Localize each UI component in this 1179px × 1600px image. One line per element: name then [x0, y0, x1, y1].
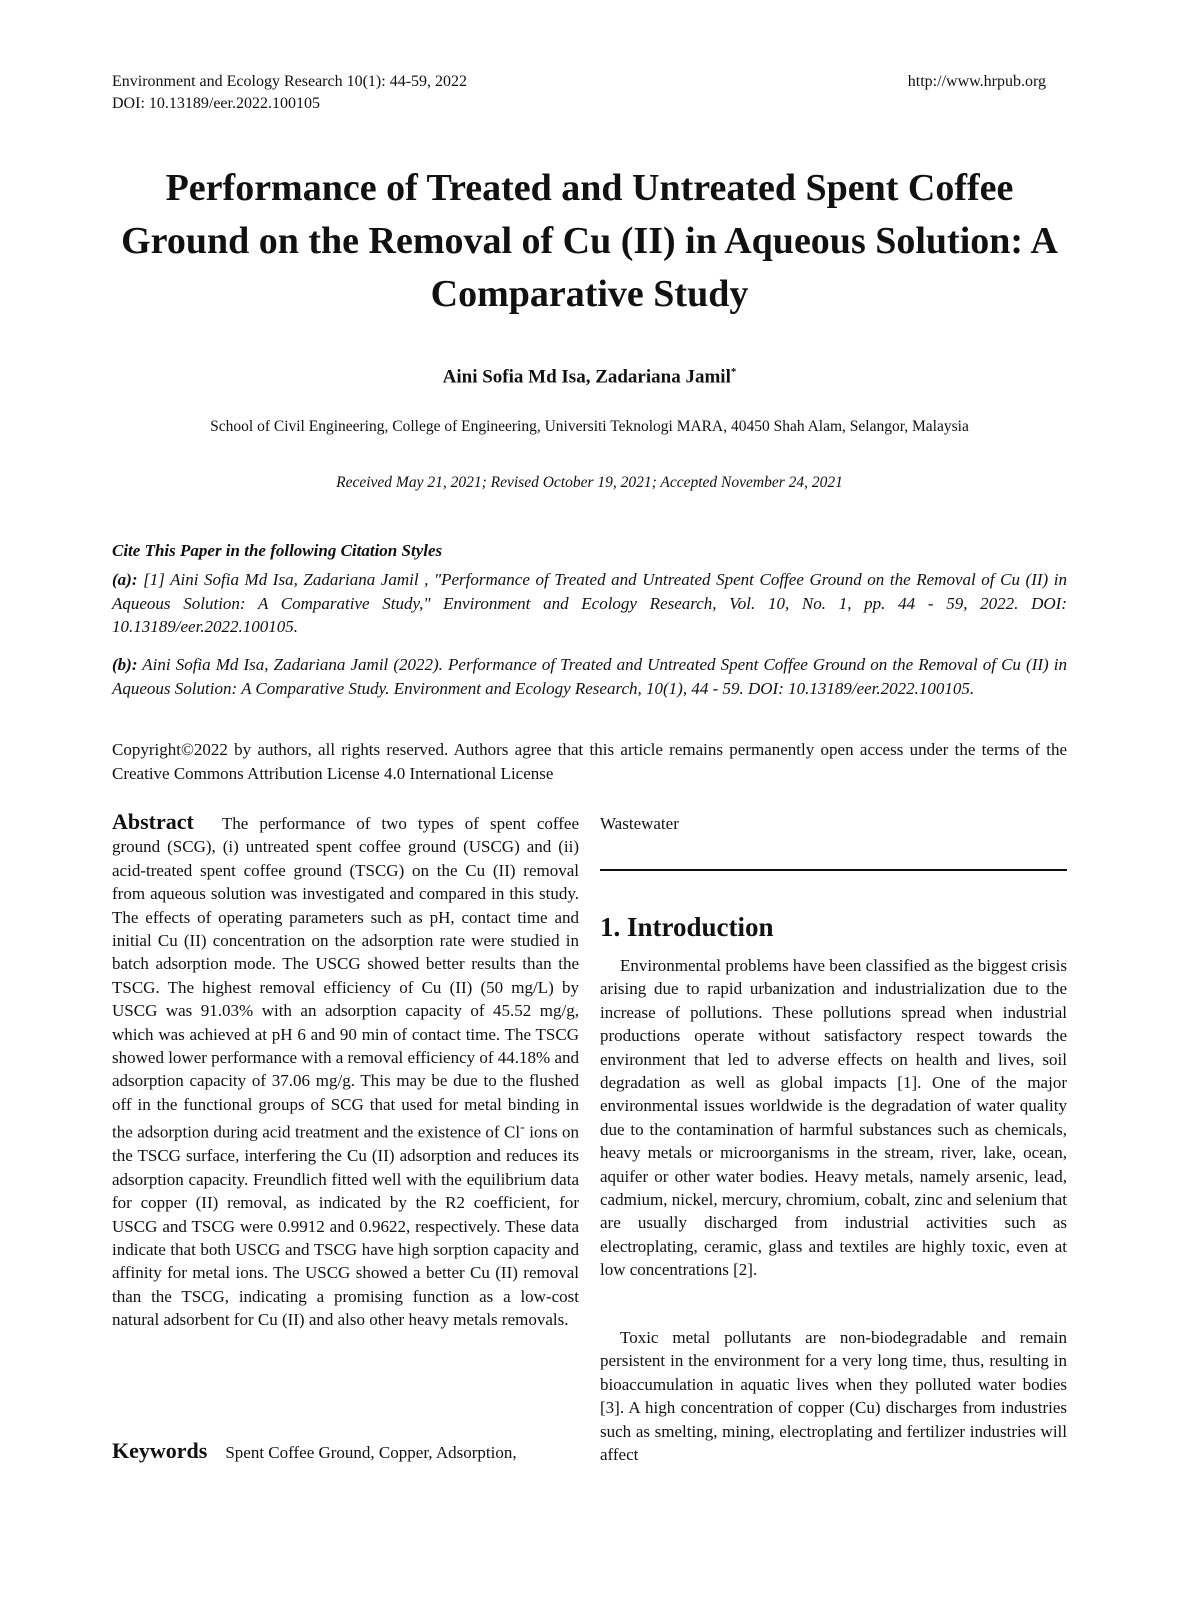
introduction-paragraph-2: Toxic metal pollutants are non-biodegradable and remain persistent in the environment for a very long time, thus, resulting in bioaccumulation in aquatic lives when they polluted water bodies [3]. A high concentration of copper (Cu) discharges from industries such as smelting, mining, electroplating and fertilizer industries will affect	[600, 1328, 1067, 1465]
running-header-left	[112, 71, 467, 115]
abstract-heading: Abstract	[112, 809, 194, 834]
abstract	[112, 810, 579, 1332]
journal-url[interactable]: http://www.hrpub.org	[907, 73, 1046, 90]
chloride-superscript: -	[520, 1119, 525, 1136]
citation-b-text: Aini Sofia Md Isa, Zadariana Jamil (2022). Performance of Treated and Untreated Spent Coffee Ground on the Removal of Cu (II) in Aqueous Solution: A Comparative Study. Environment and Ecology Research, 10(1), 44 - 59. DOI: 10.13189/eer.2022.100105.	[112, 655, 1067, 698]
keywords-continued: Wastewater	[600, 814, 679, 833]
keywords-text: Spent Coffee Ground, Copper, Adsorption,	[225, 1443, 517, 1462]
abstract-text: The performance of two types of spent coffee ground (SCG), (i) untreated spent coffee ground (USCG) and (ii) acid-treated spent coffee ground (TSCG) on the Cu (II) removal from aqueous solution was investigated and compared in this study. The effects of operating parameters such as pH, contact time and initial Cu (II) concentration on the adsorption rate were studied in batch adsorption mode. The USCG showed better results than the TSCG. The highest removal efficiency of Cu (II) (50 mg/L) by USCG was 91.03% with an adsorption capacity of 45.52 mg/g, which was achieved at pH 6 and 90 min of contact time. The TSCG showed lower performance with a removal efficiency of 44.18% and adsorption capacity of 37.06 mg/g. This may be due to the flushed off in the functional groups of SCG that used for metal binding in the adsorption during acid treatment and the existence of Cl	[112, 814, 580, 1142]
doi: DOI: 10.13189/eer.2022.100105	[112, 95, 320, 112]
author-names: Aini Sofia Md Isa, Zadariana Jamil	[442, 366, 731, 388]
section-divider	[600, 869, 1067, 871]
authors	[0, 360, 1179, 389]
citation-b-label: (b):	[112, 655, 138, 674]
corresponding-author-mark: *	[730, 366, 737, 378]
citation-a-text: [1] Aini Sofia Md Isa, Zadariana Jamil , "Performance of Treated and Untreated Spent Coffee Ground on the Removal of Cu (II) in Aqueous Solution: A Comparative Study," Environment and Ecology Research, Vol. 10, No. 1, pp. 44 - 59, 2022. DOI: 10.13189/eer.2022.100105.	[112, 570, 1067, 636]
introduction-heading: 1. Introduction	[600, 912, 774, 942]
citation-style-b	[112, 653, 1067, 700]
received-dates: Received May 21, 2021; Revised October 19, 2021; Accepted November 24, 2021	[336, 474, 843, 491]
paper-title: Performance of Treated and Untreated Spent Coffee Ground on the Removal of Cu (II) in Aqueous Solution: A Comparative Study	[121, 167, 1058, 315]
copyright-notice: Copyright©2022 by authors, all rights reserved. Authors agree that this article remains permanently open access under the terms of the Creative Commons Attribution License 4.0 International License	[112, 740, 1067, 783]
keywords-heading: Keywords	[112, 1438, 208, 1463]
affiliation: School of Civil Engineering, College of Engineering, Universiti Teknologi MARA, 40450 Shah Alam, Selangor, Malaysia	[210, 418, 969, 435]
citation-a-label: (a):	[112, 570, 138, 589]
citation-style-a	[112, 568, 1067, 639]
abstract-text-cont: ions on the TSCG surface, interfering the Cu (II) adsorption and reduces its adsorption capacity. Freundlich fitted well with the equilibrium data for copper (II) removal, as indicated by the R2 coefficient, for USCG and TSCG were 0.9912 and 0.9622, respectively. These data indicate that both USCG and TSCG have high sorption capacity and affinity for metal ions. The USCG showed a better Cu (II) removal than the TSCG, indicating a promising function as a low-cost natural adsorbent for Cu (II) and also other heavy metals removals.	[112, 1122, 579, 1330]
citation-heading: Cite This Paper in the following Citation Styles	[112, 541, 443, 560]
keywords	[112, 1439, 579, 1464]
introduction-paragraph-1: Environmental problems have been classified as the biggest crisis arising due to rapid urbanization and industrialization due to the increase of pollutions. These pollutions spread when industrial productions operate without satisfactory respect towards the environment that led to adverse effects on health and lives, soil degradation as well as global impacts [1]. One of the major environmental issues worldwide is the degradation of water quality due to the contamination of harmful substances such as chemicals, heavy metals or microorganisms in the stream, river, lake, ocean, aquifer or other water bodies. Heavy metals, namely arsenic, lead, cadmium, nickel, mercury, chromium, cobalt, zinc and selenium that are usually discharged from industrial activities such as electroplating, ceramic, glass and textiles are highly toxic, even at low concentrations [2].	[600, 956, 1067, 1280]
journal-citation: Environment and Ecology Research 10(1): 44-59, 2022	[112, 73, 468, 90]
